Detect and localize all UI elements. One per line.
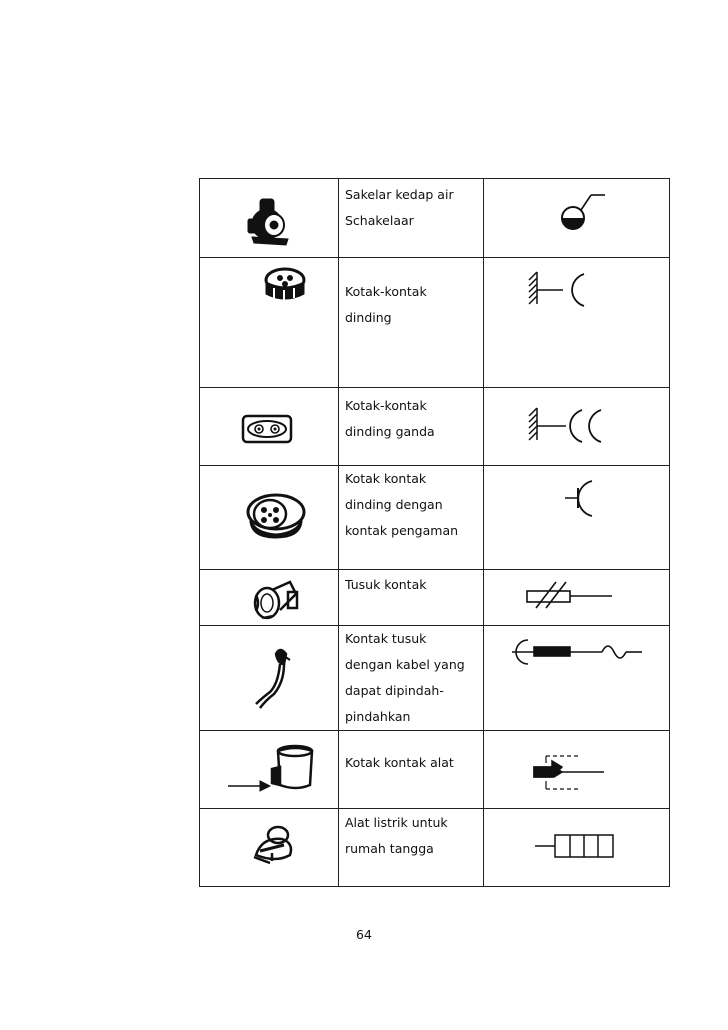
wall-socket-icon [200, 258, 338, 388]
plug-symbol-icon [484, 570, 676, 626]
picture-cell [200, 258, 339, 388]
portable-plug-cable-icon [200, 626, 338, 731]
symbol-cell [484, 809, 670, 887]
description-line: kontak pengaman [345, 523, 459, 538]
description-cell [339, 179, 484, 258]
description-cell [339, 258, 484, 388]
symbol-cell [484, 626, 670, 731]
description-line: Kontak tusuk [345, 631, 427, 646]
description-line: pindahkan [345, 709, 411, 724]
page-number: 64 [356, 927, 372, 942]
description-cell [339, 731, 484, 809]
symbol-cell [484, 258, 670, 388]
table-row [200, 626, 670, 731]
description-cell [339, 388, 484, 466]
description-line: Tusuk kontak [345, 577, 427, 592]
description-cell [339, 626, 484, 731]
description-line: dapat dipindah- [345, 683, 444, 698]
table-row [200, 570, 670, 626]
grounded-wall-socket-symbol-icon [484, 466, 676, 570]
description-line: Schakelaar [345, 213, 414, 228]
table-row [200, 809, 670, 887]
description-line: dinding [345, 310, 392, 325]
table-row [200, 466, 670, 570]
appliance-connector-icon [200, 731, 338, 809]
picture-cell [200, 626, 339, 731]
table-row [200, 258, 670, 388]
portable-plug-cable-symbol-icon [484, 626, 676, 731]
picture-cell [200, 466, 339, 570]
symbol-cell [484, 388, 670, 466]
description-cell [339, 809, 484, 887]
picture-cell [200, 731, 339, 809]
description-line: Kotak-kontak [345, 284, 427, 299]
description-line: dengan kabel yang [345, 657, 465, 672]
symbol-table [199, 178, 670, 887]
household-appliance-icon [200, 809, 338, 887]
picture-cell [200, 179, 339, 258]
table-row [200, 179, 670, 258]
description-cell [339, 570, 484, 626]
wall-socket-symbol-icon [484, 258, 676, 388]
symbol-cell [484, 570, 670, 626]
waterproof-switch-symbol-icon [484, 179, 676, 258]
grounded-wall-socket-icon [200, 466, 338, 570]
description-line: Kotak kontak alat [345, 755, 454, 770]
plug-icon [200, 570, 338, 626]
appliance-connector-symbol-icon [484, 731, 676, 809]
description-line: Kotak-kontak [345, 398, 427, 413]
description-line: rumah tangga [345, 841, 434, 856]
description-line: dinding dengan [345, 497, 443, 512]
household-appliance-symbol-icon [484, 809, 676, 887]
waterproof-switch-icon [200, 179, 338, 258]
symbol-cell [484, 466, 670, 570]
table-row [200, 388, 670, 466]
double-wall-socket-symbol-icon [484, 388, 676, 466]
description-line: Sakelar kedap air [345, 187, 454, 202]
description-line: Kotak kontak [345, 471, 427, 486]
double-wall-socket-icon [200, 388, 338, 466]
picture-cell [200, 570, 339, 626]
picture-cell [200, 388, 339, 466]
picture-cell [200, 809, 339, 887]
description-line: Alat listrik untuk [345, 815, 448, 830]
description-line: dinding ganda [345, 424, 435, 439]
description-cell [339, 466, 484, 570]
symbol-cell [484, 179, 670, 258]
table-row [200, 731, 670, 809]
symbol-cell [484, 731, 670, 809]
